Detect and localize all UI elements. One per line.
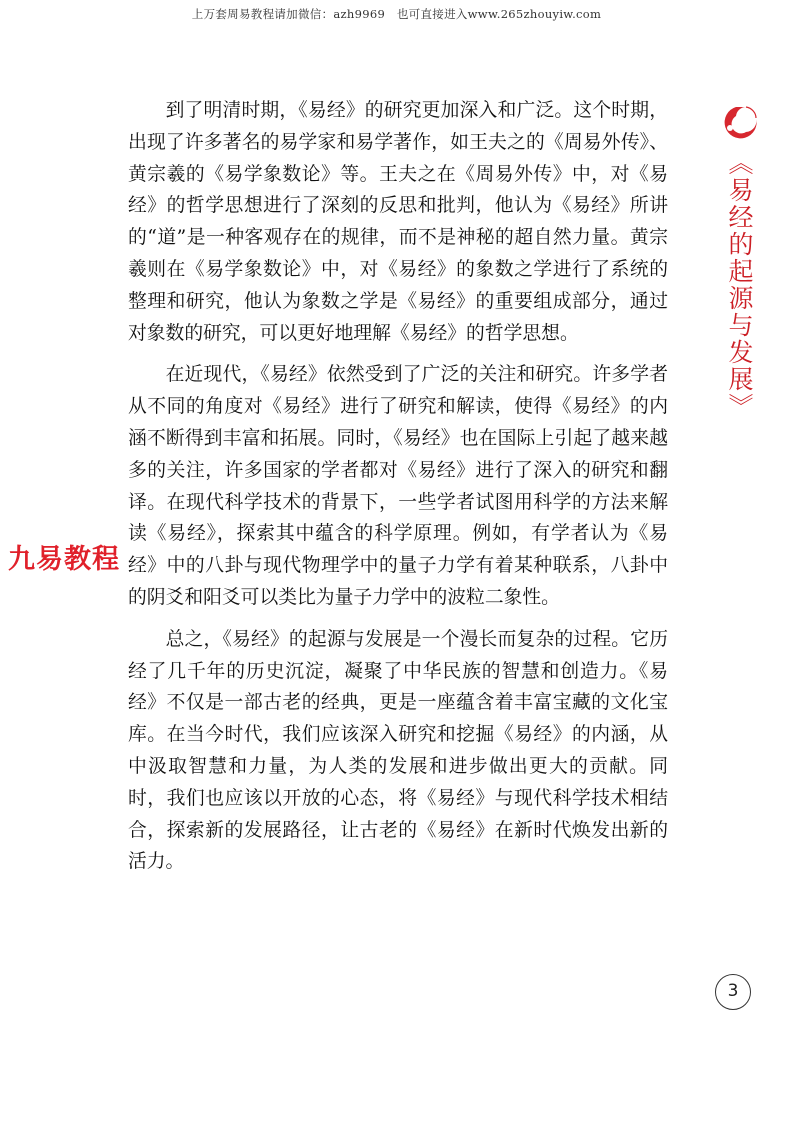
top-banner: 上万套周易教程请加微信：azh9969 也可直接进入www.265zhouyiw.com [191,7,602,21]
yin-yang-icon [716,104,760,144]
paragraph-ming-qing: 到了明清时期，《易经》的研究更加深入和广泛。这个时期，出现了许多著名的易学家和易学著作，如王夫之的《周易外传》、黄宗羲的《易学象数论》等。王夫之在《周易外传》中，对《易经》的哲学思想进行了深刻的反思和批判，他认为《易经》所讲的“道”是一种客观存在的规律，而不是神秘的超自然力量。黄宗羲则在《易学象数论》中，对《易经》的象数之学进行了系统的整理和研究，他认为象数之学是《易经》的重要组成部分，通过对象数的研究，可以更好地理解《易经》的哲学思想。 [128,100,668,344]
body-text [128,95,668,888]
side-book-title: 《易经的起源与发展》 [725,150,754,420]
watermark: 九易教程 [8,544,120,575]
page-number: 3 [715,974,751,1010]
paragraph-conclusion: 总之，《易经》的起源与发展是一个漫长而复杂的过程。它历经了几千年的历史沉淀，凝聚了中华民族的智慧和创造力。《易经》不仅是一部古老的经典，更是一座蕴含着丰富宝藏的文化宝库。在当今时代，我们应该深入研究和挖掘《易经》的内涵，从中汲取智慧和力量，为人类的发展和进步做出更大的贡献。同时，我们也应该以开放的心态，将《易经》与现代科学技术相结合，探索新的发展路径，让古老的《易经》在新时代焕发出新的活力。 [128,628,668,873]
paragraph-modern-era: 在近现代，《易经》依然受到了广泛的关注和研究。许多学者从不同的角度对《易经》进行了研究和解读，使得《易经》的内涵不断得到丰富和拓展。同时，《易经》也在国际上引起了越来越多的关注，许多国家的学者都对《易经》进行了深入的研究和翻译。在现代科学技术的背景下，一些学者试图用科学的方法来解读《易经》，探索其中蕴含的科学原理。例如，有学者认为《易经》中的八卦与现代物理学中的量子力学有着某种联系，八卦中的阴爻和阳爻可以类比为量子力学中的波粒二象性。 [128,364,668,608]
